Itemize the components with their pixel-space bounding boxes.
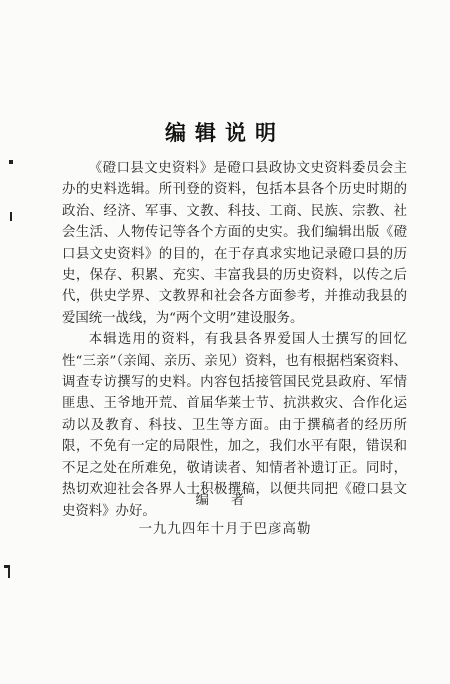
date-line: 一九九四年十月于巴彦高勒 [138,522,312,537]
scan-mark-left-1 [9,160,13,164]
paragraph-2: 本辑选用的资料，有我县各界爱国人士撰写的回忆性“三亲”（亲闻、亲历、亲见）资料，也有根据档案资料、调查专访撰写的史料。内容包括接管国民党县政府、军情匪患、王爷地开荒、首届华莱士节、抗洪救灾、合作化运动以及教育、科技、卫生等方面。由于撰稿者的经历所限，不免有一定的局限性，加之，我们水平有限，错误和不足之处在所难免，敬请读者、知情者补遗订正。同时，热切欢迎社会各界人士积极撰稿，以便共同把《磴口县文史资料》办好。 [62,332,407,519]
paragraph-1: 《磴口县文史资料》是磴口县政协文史资料委员会主办的史料选辑。所刊登的资料，包括本县各个历史时期的政治、经济、军事、文教、科技、工商、民族、宗教、社会生活、人物传记等各个方面的史实。我们编辑出版《磴口县文史资料》的目的，在于存真求实地记录磴口县的历史，保存、积累、充实、丰富我县的历史资料，以传之后代，供史学界、文教界和社会各方面参考，并推动我县的爱国统一战线，为“两个文明”建设服务。 [62,161,407,326]
scan-mark-left-2 [10,212,12,221]
page-title: 编辑说明 [165,120,285,145]
body-text [62,158,407,522]
scan-mark-left-4 [8,568,10,578]
signature: 编者 [195,493,267,508]
